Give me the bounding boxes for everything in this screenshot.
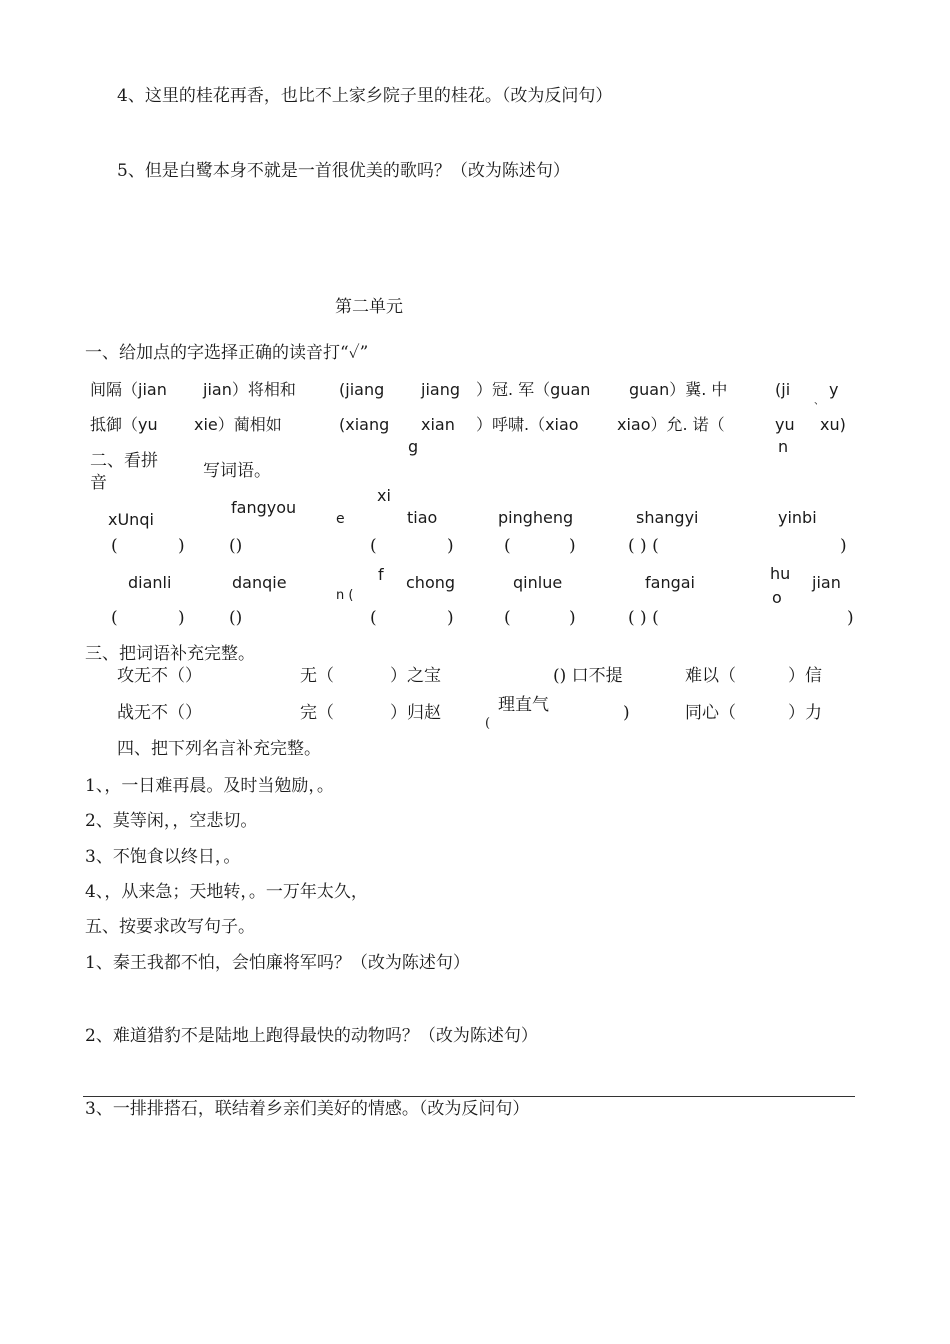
idiom-blank: ）归赵	[390, 703, 441, 723]
blank-paren: )	[178, 536, 185, 556]
blank-paren: )	[623, 703, 630, 723]
rewrite-item-3: 3、一排排搭石，联结着乡亲们美好的情感。（改为反问句）	[85, 1099, 530, 1119]
idiom-blank: () 口不提	[553, 666, 623, 686]
s1-r1-c3: jiang	[421, 380, 460, 399]
s1-r1-c0: 间隔（jian	[90, 380, 167, 399]
s1-r1-c2: (jiang	[339, 380, 385, 399]
s1-r2-frag1: g	[408, 437, 419, 456]
blank-paren: (	[111, 536, 118, 556]
s1-r1-c1: jian）将相和	[203, 380, 296, 399]
idiom-blank: 战无不（）	[117, 703, 202, 723]
question-5: 5、但是白鹭本身不就是一首很优美的歌吗？（改为陈述句）	[117, 161, 570, 181]
blank-paren: )	[178, 608, 185, 628]
paren-fragment: (	[485, 716, 491, 731]
pinyin-word: qinlue	[513, 573, 563, 592]
pinyin-fragment: xi	[377, 486, 391, 505]
blank-paren: (	[370, 608, 377, 628]
s1-r2-c4: ）呼啸.（xiao	[476, 415, 579, 434]
idiom-blank: 难以（	[685, 666, 736, 686]
quote-item-1: 1、，一日难再晨。及时当勉励，。	[85, 776, 334, 796]
pinyin-word: dianli	[128, 573, 172, 592]
s1-r1-mark: 、	[814, 396, 824, 407]
pinyin-word: fangyou	[231, 498, 297, 517]
blank-paren: )	[847, 608, 854, 628]
s1-r2-c7: xu)	[820, 415, 846, 434]
section-2-title-c: 写词语。	[203, 461, 271, 481]
blank-paren: )	[569, 536, 576, 556]
blank-paren: )	[447, 608, 454, 628]
section-1-title: 一、给加点的字选择正确的读音打“✓”	[85, 343, 369, 363]
rewrite-item-2: 2、难道猎豹不是陆地上跑得最快的动物吗？（改为陈述句）	[85, 1026, 538, 1046]
blank-paren: )	[840, 536, 847, 556]
blank-paren: )	[569, 608, 576, 628]
section-4-title: 四、把下列名言补充完整。	[117, 739, 321, 759]
idiom-blank: 同心（	[685, 703, 736, 723]
idiom-blank: ）之宝	[390, 666, 441, 686]
unit-title: 第二单元	[335, 297, 403, 317]
pinyin-word: jian	[812, 573, 841, 592]
pinyin-word: fangai	[645, 573, 695, 592]
quote-item-4: 4、，从来急；天地转，。一万年太久，	[85, 882, 368, 902]
idiom-blank: 攻无不（）	[117, 666, 202, 686]
pinyin-word: tiao	[407, 508, 438, 527]
s1-r2-c3: xian	[421, 415, 455, 434]
idiom-blank: ）力	[788, 703, 822, 723]
answer-line	[83, 1096, 855, 1097]
pinyin-word: chong	[406, 573, 456, 592]
blank-paren: ()	[229, 536, 243, 556]
pinyin-word: xUnqi	[108, 510, 154, 529]
pinyin-fragment: hu	[770, 564, 791, 583]
s1-r2-c0: 抵御（yu	[90, 415, 158, 434]
blank-paren: (	[111, 608, 118, 628]
pinyin-word: yinbi	[778, 508, 817, 527]
pinyin-word: shangyi	[636, 508, 699, 527]
s1-r1-c7: y	[829, 380, 839, 399]
blank-paren: ( ) (	[628, 536, 659, 556]
s1-r1-c5: guan）冀. 中	[629, 380, 728, 399]
blank-paren: ()	[229, 608, 243, 628]
idiom-blank: 理直气	[498, 695, 549, 715]
section-3-title: 三、把词语补充完整。	[85, 644, 255, 664]
s1-r2-c5: xiao）允. 诺（	[617, 415, 725, 434]
blank-paren: (	[370, 536, 377, 556]
s1-r1-c6: (ji	[775, 380, 791, 399]
s1-r2-c6: yu	[775, 415, 795, 434]
idiom-blank: 无（	[300, 666, 334, 686]
blank-paren: )	[447, 536, 454, 556]
pinyin-word: pingheng	[498, 508, 574, 527]
quote-item-3: 3、不饱食以终日，。	[85, 847, 241, 867]
section-5-title: 五、按要求改写句子。	[85, 917, 255, 937]
pinyin-fragment: f	[378, 565, 384, 584]
pinyin-fragment: o	[772, 588, 782, 607]
s1-r2-c2: (xiang	[339, 415, 390, 434]
rewrite-item-1: 1、秦王我都不怕，会怕廉将军吗？（改为陈述句）	[85, 953, 470, 973]
question-4: 4、这里的桂花再香，也比不上家乡院子里的桂花。（改为反问句）	[117, 86, 613, 106]
blank-paren: (	[504, 608, 511, 628]
pinyin-fragment: n (	[336, 588, 354, 603]
quote-item-2: 2、莫等闲，，空悲切。	[85, 811, 258, 831]
idiom-blank: ）信	[788, 666, 822, 686]
idiom-blank: 完（	[300, 703, 334, 723]
s1-r2-frag2: n	[778, 437, 789, 456]
blank-paren: (	[504, 536, 511, 556]
s1-r2-c1: xie）蔺相如	[194, 415, 282, 434]
pinyin-fragment: e	[336, 511, 345, 527]
s1-r1-c4: ）冠. 军（guan	[476, 380, 591, 399]
section-2-title-a: 二、看拼	[90, 451, 158, 471]
section-2-title-b: 音	[90, 473, 107, 493]
blank-paren: ( ) (	[628, 608, 659, 628]
pinyin-word: danqie	[232, 573, 287, 592]
